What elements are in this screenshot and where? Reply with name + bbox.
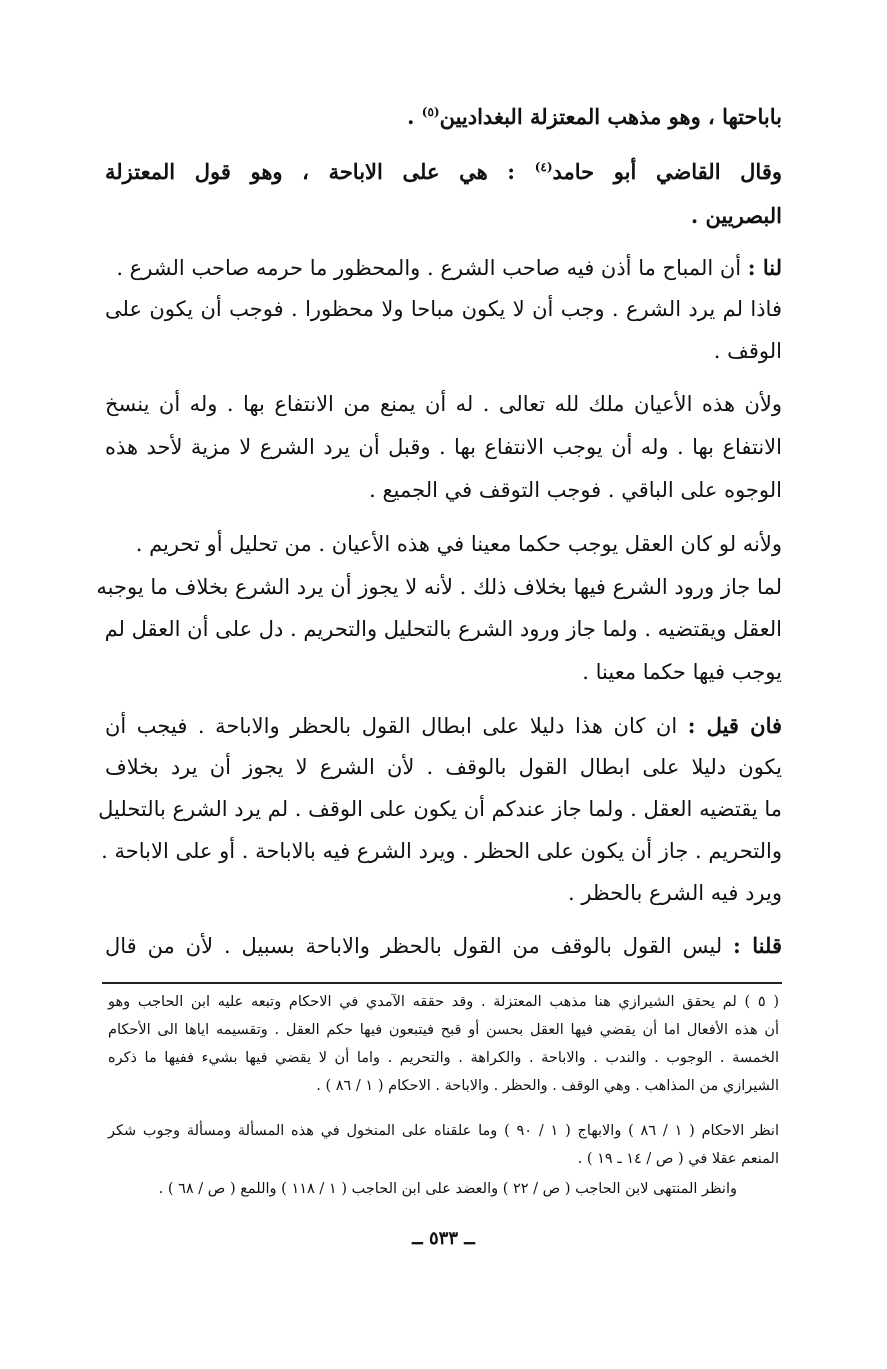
footnote-divider xyxy=(102,982,782,984)
footnote-line: أن هذه الأفعال اما أن يقضي فيها العقل بحسن أو قبح فيتبعون فيها حكم العقل . وتقسيمه اياها الى الأحكام xyxy=(108,1022,779,1038)
text-run: ان كان هذا دليلا على ابطال القول بالحظر والاباحة . فيجب أن xyxy=(105,714,688,738)
footnote-line: الخمسة . الوجوب . والندب . والاباحة . والكراهة . والتحريم . واما أن لا يقضي فيها بشيء ففيها ما ذكره xyxy=(108,1050,779,1066)
text-line: ويرد فيه الشرع بالحظر . xyxy=(567,881,782,905)
text-run: . xyxy=(407,104,422,129)
text-line xyxy=(105,104,782,129)
text-line xyxy=(105,933,782,959)
text-line xyxy=(105,713,782,739)
footnote-line: انظر الاحكام ( ١ / ٨٦ ) والابهاج ( ١ / ٩٠ ) وما علقناه على المنخول في هذه المسألة ومسألة وجوب شكر xyxy=(108,1123,779,1139)
text-line: الانتفاع بها . وله أن يوجب الانتفاع بها . وقبل أن يرد الشرع لا مزية لأحد هذه xyxy=(105,435,782,459)
text-line xyxy=(105,159,782,184)
text-run: ليس القول بالوقف من القول بالحظر والاباحة بسبيل . لأن من قال xyxy=(105,934,733,958)
keyword: لنا : xyxy=(747,255,782,280)
footnote-line: الشيرازي من المذاهب . وهي الوقف . والحظر . والاباحة . الاحكام ( ١ / ٨٦ ) . xyxy=(316,1078,779,1094)
keyword: قلنا : xyxy=(733,933,782,958)
page-number: ــ ٥٣٣ ــ xyxy=(412,1228,475,1249)
footnote-marker: (٤) xyxy=(534,160,553,174)
footnote-line: ( ٥ ) لم يحقق الشيرازي هنا مذهب المعتزلة . وقد حققه الآمدي في الاحكام وتبعه عليه ابن الحاجب وهو xyxy=(108,994,779,1010)
text-line: ما يقتضيه العقل . ولما جاز عندكم أن يكون على الوقف . لم يرد الشرع بالتحليل xyxy=(98,797,782,821)
text-line: الوجوه على الباقي . فوجب التوقف في الجميع . xyxy=(369,478,782,502)
text-line: ولأن هذه الأعيان ملك لله تعالى . له أن يمنع من الانتفاع بها . وله أن ينسخ xyxy=(105,392,782,416)
text-line: الوقف . xyxy=(713,339,782,363)
text-line: العقل ويقتضيه . ولما جاز ورود الشرع بالتحليل والتحريم . دل على أن العقل لم xyxy=(104,617,782,641)
text-line: يوجب فيها حكما معينا . xyxy=(582,660,782,684)
footnote-line: المنعم عقلا في ( ص / ١٤ ـ ١٩ ) . xyxy=(577,1151,779,1167)
text-run: باباحتها ، وهو مذهب المعتزلة البغداديين xyxy=(439,104,782,129)
text-line: البصريين . xyxy=(690,203,782,228)
text-run: أن المباح ما أذن فيه صاحب الشرع . والمحظور ما حرمه صاحب الشرع . xyxy=(116,256,748,280)
text-line: والتحريم . جاز أن يكون على الحظر . ويرد الشرع فيه بالاباحة . أو على الاباحة . xyxy=(101,839,782,863)
keyword: فان قيل : xyxy=(687,713,783,738)
text-run: : هي على الاباحة ، وهو قول المعتزلة xyxy=(105,159,535,184)
text-run: وقال القاضي أبو حامد xyxy=(552,159,782,184)
text-line: يكون دليلا على ابطال القول بالوقف . لأن الشرع لا يجوز أن يرد بخلاف xyxy=(105,755,782,779)
text-line: لما جاز ورود الشرع فيها بخلاف ذلك . لأنه لا يجوز أن يرد الشرع بخلاف ما يوجبه xyxy=(96,575,782,599)
text-line xyxy=(105,255,782,281)
footnote-line: وانظر المنتهى لابن الحاجب ( ص / ٢٢ ) والعضد على ابن الحاجب ( ١ / ١١٨ ) واللمع ( ص / ٦٨ ) . xyxy=(158,1181,737,1197)
footnote-marker: (٥) xyxy=(421,105,440,119)
text-line: ولأنه لو كان العقل يوجب حكما معينا في هذه الأعيان . من تحليل أو تحريم . xyxy=(135,532,782,556)
text-line: فاذا لم يرد الشرع . وجب أن لا يكون مباحا ولا محظورا . فوجب أن يكون على xyxy=(105,297,782,321)
